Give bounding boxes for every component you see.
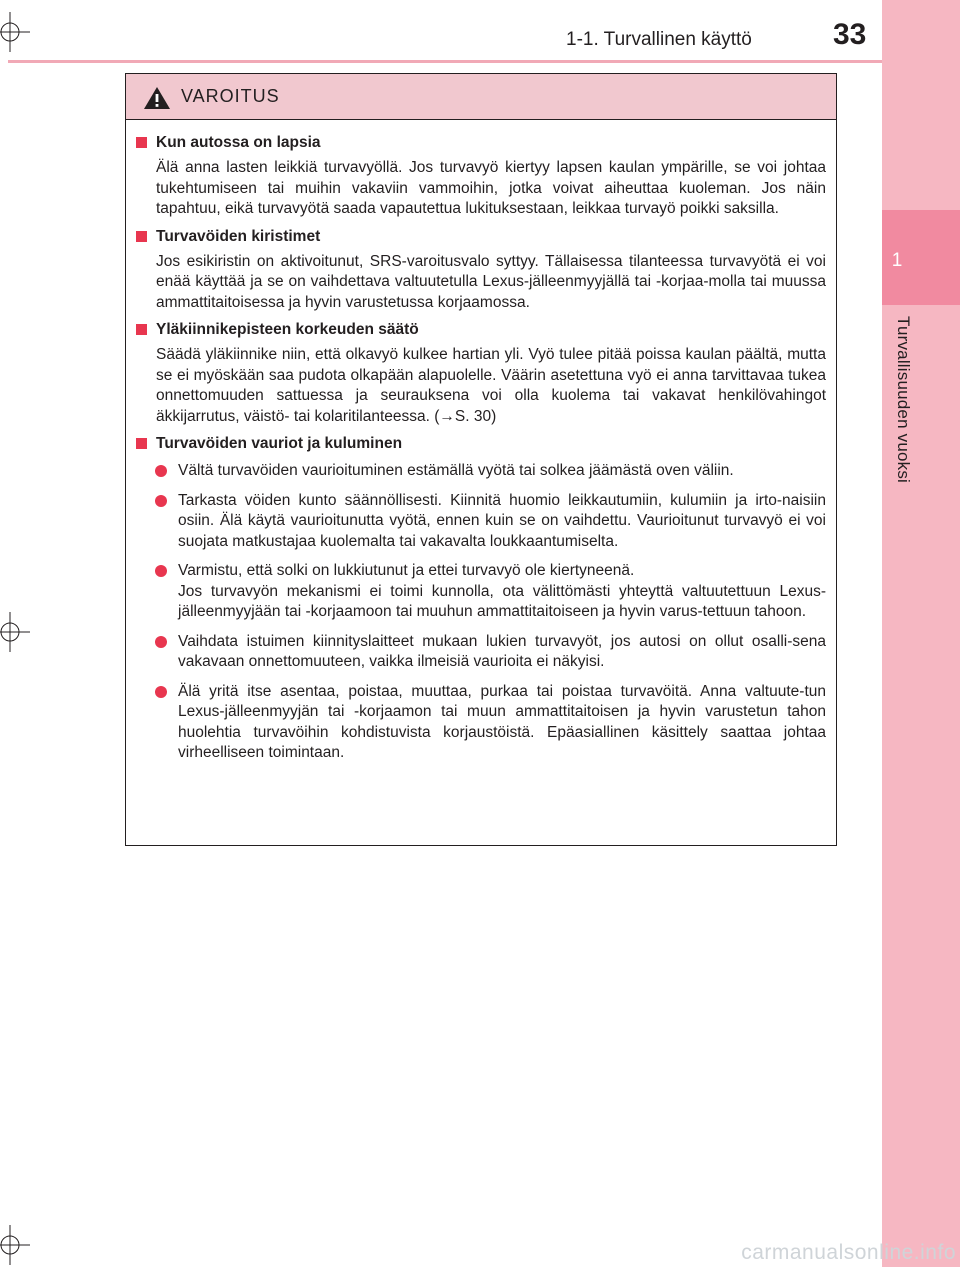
warning-body [126,120,836,764]
registration-mark-top-left [0,12,30,52]
square-bullet-icon [136,231,147,242]
section-text-children: Älä anna lasten leikkiä turvavyöllä. Jos turvavyö kiertyy lapsen kaulan ympärille, se voi johtaa tukehtumiseen tai muihin vakaviin vammoihin, jotka voivat aiheuttaa kuoleman. Jos näin tapahtuu, eikä turvavyötä saada vapautettua lukituksestaan, leikkaa turvayö poikki saksilla. [156,159,826,217]
round-bullet-icon [155,465,167,477]
square-bullet-icon [136,137,147,148]
list-item: Vältä turvavöiden vaurioituminen estämällä vyötä tai solkea jäämästä oven väliin. [136,461,826,482]
registration-mark-mid-left [0,612,30,652]
registration-mark-bottom-left [0,1225,30,1265]
square-bullet-icon [136,438,147,449]
warning-triangle-icon [143,86,171,110]
warning-header [126,74,836,120]
section-heading-pretensioners: Turvavöiden kiristimet [136,226,826,248]
warning-box [125,73,837,846]
chapter-tab-bar [882,0,960,1267]
chapter-title: Turvallisuuden vuoksi [894,316,913,484]
warning-title: VAROITUS [181,86,280,106]
list-item: Varmistu, että solki on lukkiutunut ja ettei turvavyö ole kiertyneenä. Jos turvavyön mekanismi ei toimi kunnolla, ota välittömästi yhteyttä valtuutettuun Lexus-jälleenmyyjään tai -korjaamoon tai muuhun ammattitaitoiseen ja hyvin varus-tettuun tahoon. [136,561,826,623]
list-item: Älä yritä itse asentaa, poistaa, muuttaa, purkaa tai poistaa turvavöitä. Anna valtuute-tun Lexus-jälleenmyyjän tai -korjaamon tai muun ammattitaitoisen ja hyvin varustetun tahon huolehtia turvavöihin kohdistuvista korjaustöistä. Epäasiallinen käsittely saattaa johtaa virheelliseen toimintaan. [136,682,826,764]
section-label: 1-1. Turvallinen käyttö [566,29,752,50]
page-number: 33 [833,18,867,51]
chapter-number: 1 [891,250,903,271]
header-rule [8,60,882,63]
section-heading-children: Kun autossa on lapsia [136,132,826,154]
section-text-anchor-height: Säädä yläkiinnike niin, että olkavyö kulkee hartian yli. Vyö tulee pitää poissa kaulan päältä, mutta se ei myöskään saa pudota olkapään alapuolelle. Väärin asetettuna vyö ei anna tarvittavaa tukea onnettomuuden sattuessa ja seurauksena voi olla kuolema tai vakavat henkilövahingot äkkijarrutus, väistö- tai kolaritilanteessa. (→S. 30) [156,346,826,425]
watermark: carmanualsonline.info [741,1241,956,1264]
section-heading-damage-wear: Turvavöiden vauriot ja kuluminen [136,433,826,455]
section-heading-anchor-height: Yläkiinnikepisteen korkeuden säätö [136,319,826,341]
round-bullet-icon [155,636,167,648]
section-text-pretensioners: Jos esikiristin on aktivoitunut, SRS-varoitusvalo syttyy. Tällaisessa tilanteessa turvavyötä ei voi enää käyttää ja se on vaihdettava valtuutetulla Lexus-jälleenmyyjällä tai -korjaa-molla tai muussa ammattitaitoisessa ja hyvin varustetussa korjaamossa. [156,252,826,311]
square-bullet-icon [136,324,147,335]
round-bullet-icon [155,686,167,698]
list-item: Tarkasta vöiden kunto säännöllisesti. Kiinnitä huomio leikkautumiin, kulumiin ja irto-naisiin osiin. Älä käytä vaurioitunutta vyötä, ennen kuin se on vaihdettu. Vaurioitunut turvavyö ei voi suojata matkustajaa kuolemalta tai vakavalta loukkaantumiselta. [136,491,826,553]
round-bullet-icon [155,495,167,507]
list-item: Vaihdata istuimen kiinnityslaitteet mukaan lukien turvavyöt, jos autosi on ollut osalli-sena vakavaan onnettomuuteen, vaikka ilmeisiä vaurioita ei näkyisi. [136,632,826,673]
round-bullet-icon [155,565,167,577]
